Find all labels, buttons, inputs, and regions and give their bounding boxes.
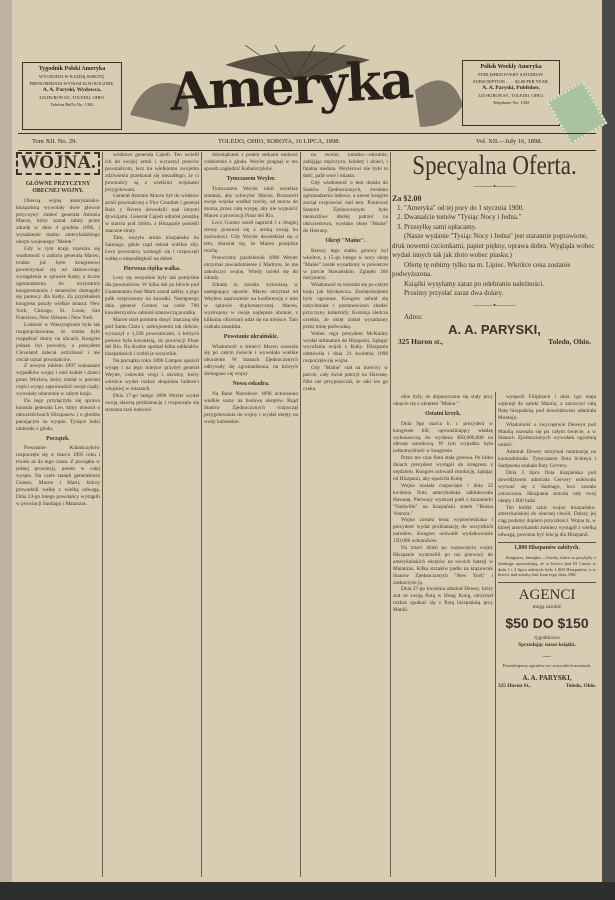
box-line: PUBLISHED EVERY SATURDAY.	[478, 72, 544, 77]
offer-item: 2. Dwanaście tomów "Tysiąc Nocy i Jedna."	[404, 213, 597, 223]
article-heading: GŁÓWNE PRZYCZYNY OBECNEJ WOJNY.	[25, 180, 91, 194]
street-address: 325 Huron st.,	[398, 337, 444, 346]
agents-title: AGENCI	[518, 587, 576, 604]
paragraph: Wobec tego prezydent McKinley wysłał ultimatum do Hiszpanii, żądając wycofania wojsk z Kuby. Hiszpania odmówiła i dnia 21 kwietnia 1898 rozpoczęła się wojna.	[303, 330, 388, 365]
box-title: Polish Weekly Ameryka	[480, 64, 542, 70]
paragraph: Przez ten czas flota stała gotowa. Po kilku dniach prezydent wystąpił do kongresu z orędziem. Kongres uchwalił rezolucję, żądając od Hiszpanii, aby opuściła Kubę.	[393, 455, 493, 482]
offer-title: Specyalna Oferta.	[412, 150, 577, 180]
box-title: Tygodnik Polski Ameryka	[38, 66, 106, 72]
volume-english: Vol. XII.—July 16, 1898.	[476, 138, 543, 145]
article-column-1	[16, 152, 100, 877]
agents-ad	[498, 582, 596, 689]
scan-border	[602, 0, 615, 900]
ad-line: Potrzebujemy agentów we wszystkich miastach.	[502, 662, 592, 668]
paragraph: Maceo stoił pomimo dosyć znaczną siłę pod Santa Clara i, uzbrojonemi tak dobrze, wyruszył z 1,500 powstańcami, z których połowa była kawalerią, do prowincji Pinar del Rio. Na drodze spotkał kilka oddziałów hiszpańskich i rozbił je wszystkie.	[105, 316, 199, 358]
section-heading: Okręt "Maine".	[325, 237, 366, 244]
ornament-divider: ⸻•⸻	[473, 182, 516, 191]
column-rule	[201, 152, 202, 877]
paragraph: Generał Antonio Maceo był do wódzów armii powstańczej z Flor Crombet i generał Ruiz y Rivera dowodzili nad innymi dywizjami. Generał Cajedi odniósł porażkę w starciu pod Jobito, a Hiszpanie ponieśli znaczne straty.	[105, 193, 199, 234]
column-rule	[495, 392, 496, 877]
paragraph: Dnia 9go marca b. r. prezydent w kongresie bill, upoważniający władzę wykonawczą do wydania $50,000,000 na obronę narodową. W tym wypadku była jednomyślność w kongresie.	[393, 420, 493, 455]
ad-line: Sprzedając nasze książki.	[518, 641, 576, 648]
offer-list	[392, 204, 597, 233]
masthead-title: Ameryka	[168, 49, 414, 124]
ad-line: tygodniowo	[534, 635, 560, 642]
article-column-4	[303, 152, 388, 877]
paragraph: Rzeszy tego statku gotowy był wkrótce, a 15-go lutego w nocy okręt "Maine" został wysadzony w powietrze w porcie Hawańskim. Zginęło 266 marynarzy.	[303, 247, 388, 282]
paragraph: Wojna została rozpoczęta i dnia 22 kwietnia flota amerykańska zablokowała Hawanę. Pierwszy wystrzał padł z kanonierki "Nashville" na hiszpański statek "Buena Ventura."	[393, 482, 493, 517]
masthead	[125, 45, 465, 130]
offer-price: Za $2.00	[392, 194, 422, 203]
paragraph: Prosimy przysłać zaraz dwa dolary.	[404, 289, 504, 297]
paragraph: wództwo generała Cajedi. Ten wcielił ich do swojej armii i wyruszył przeciw powstańcom, lecz ku wielkiemu swojemu zdziwieniu przekonał się niezadługo, że ci powstańcy są z wielkimi wojskami przygotowani.	[105, 152, 199, 193]
column-rule	[390, 152, 391, 877]
paragraph: Powstanie Kubańczyków rozpoczęło się w marcu 1895 roku i trwało aż do tego czasu. Z początku w jednej prowincji, potem w całej wyspie. Na czele stanęli generałowie Gomez, Maceo i Marti, którzy prowadzili walkę z wielką odwagą. Dnia 24-go lutego powstańcy wystąpili w prowincji Santiago i Matanzas.	[16, 445, 100, 507]
special-offer-ad	[392, 150, 597, 347]
paragraph: Z nowym rokiem 1897 wskazanie wypadków wojny i rzeź kobiet i dzieci przez Weylera, który zdołał w pewnej części wyspy zaprowadzić swoje rządy, wywołały oburzenie w całym kraju.	[16, 363, 100, 398]
scan-border-bottom	[0, 882, 615, 900]
box-line: 325 HURON ST., TOLEDO, OHIO.	[478, 93, 544, 98]
article-column-3	[204, 152, 298, 877]
paragraph: Kingston, Jamajka.—Osoby, które tu przybyły z Santiago opowiadają, że w bitwie pod El Caney w dniu 1 i 2 lipca zabitych było 1,800 Hiszpanów, a w bitwie nad zatoką San Juan tego dnia, 800.	[498, 554, 596, 578]
paragraph: na swoim rumaku—okrutnie, zabijając mężczyzn, kobiety i dzieci, i fatalna niedola. Weylerowi nie było to dość, palił wsie i miasta.	[303, 152, 388, 179]
paragraph: Losy się wszystkie były tak pomyślne dla powstańców. W kilka dni po bitwie pod Guantanamo José Marti został zabity, a jego pułk rozproszony na kawałki. Następnego dnia generał Gomez na czele 700 kawalerzystów odniósł stanowczą porażkę.	[105, 275, 199, 316]
box-line: Telephone No. 1302	[492, 100, 530, 105]
dateline	[18, 133, 596, 151]
article-column-2	[105, 152, 199, 877]
paragraph: Na Bane Narodowe 1896 uchwalono wielkie sumy na budowę okrętów. Rząd Stanów Zjednoczonych rozpoczął przygotowania do wojny i wysłał okręty na wody kubańskie.	[204, 391, 298, 425]
paragraph: Wiadomość ta rozeszła się po całym kraju jak błyskawica. Zaniepokojenie było ogromne. Kongres zebrał się natychmiast i postanowiono zbadać przyczyny katastrofy. Komisja śledcza orzekła, że okręt został wysadzony przez minę podwodną.	[303, 282, 388, 330]
paragraph: Obecną wojnę amerykańsko-hiszpańską wywołały dwie główne przyczyny: śmierć generała Antonia Maceo, który został zabity przez zdradę w dniu 4 grudnia 1896, i wysadzenie mainu amerykańskiego okrętu wojennego "Maine."	[16, 197, 100, 246]
box-line: Telefon Bell'a No. 1302	[50, 102, 94, 107]
city-address: Toledo, Ohio.	[565, 682, 596, 689]
paragraph: Na początku roku 1896 Campos opuścił wyspę i na jego miejsce przybył generał Weyler, człowiek srogi i okrutny, który wkrótce wydał rozkaz skupienia ludności wiejskiej w miastach.	[105, 358, 199, 392]
earnings-range: $50 DO $150	[505, 615, 589, 632]
paragraph: Na trzeci dzień po rozpoczęciu wojny Hiszpanie wystrzelili po raz pierwszy do amerykańskich okrętów na swoich baterji w Matanzas. Kilka strzałów padło na krążownik Stanów Zjednoczonych "New York" i zaskoczyło ją.	[393, 545, 493, 586]
paragraph: Ofertę tę robimy tylko na m. Lipiec. Wkrótce cena zostanie podwyższona.	[392, 260, 571, 278]
volume-number: Tom XII. No. 29.	[32, 138, 78, 145]
section-heading: 1,800 Hiszpanów zabitych.	[498, 542, 596, 552]
ornament-divider: —	[543, 650, 551, 660]
paragraph: Tymczasem Weyler robił wszelkie starania, aby schwytać Maceo. Rozstawił swoje wojska wzdłuż trochy, od morza do morza, przez całą wyspę, aby nie wypuścić Maceo z prowincji Pinar del Rio.	[204, 185, 298, 220]
paragraph: Wojna została teraz wypowiedziana i prezydent wydał proklamację do wszystkich narodów. Kongres uchwalił wydatkowanie 150,000 ochotników.	[393, 517, 493, 545]
section-heading: Ostatni krzyk.	[425, 410, 461, 417]
paragraph: Dnia 27-go kwietnia admirał Dewey, który stał ze swoją flotą w Hong Kong, otrzymał rozkaz spotkać się z flotą hiszpańską przy Manili.	[393, 586, 493, 614]
city-address: Toledo, Ohio.	[548, 337, 591, 346]
paragraph: Ludność w Waszyngtonie była tak rozgorączkowana, że trzeba było rozpędzać tłumy na ulicach. Kongres jednak był powolny, a prezydent Cleveland zalecał ostrożność i nie chciał uznać powstańców.	[16, 322, 100, 363]
paragraph: Tam, ruszyła armia hiszpańska ku Santiago, gdzie rząd zebrał wielkie siły. Lecz powstańcy wzmogli się i rozpoczęli walkę o niepodległość na dobre.	[105, 234, 199, 262]
paragraph: Przewrotny październik 1896 Weyler otrzymał zawiadomienie z Madrytu, że ma zakończyć wojnę. Wtedy uciekł się do zdrady.	[204, 254, 298, 282]
section-heading: Powstanie ukraińskie.	[223, 333, 279, 340]
box-line: WYCHODZI W KAŻDĄ SOBOTĘ.	[38, 74, 106, 79]
section-heading: Nowa eskadra.	[232, 381, 270, 388]
section-heading: Początek.	[46, 435, 70, 442]
section-heading: Pierwsza ciężka walka.	[123, 265, 181, 272]
box-line: 325 HURON ST., TOLEDO, OHIO.	[39, 95, 105, 100]
paragraph: Dnia 17-go lutego 1896 Weyler wydał swoją sławną proklamację i rozpoczęła się straszna rzeź ludności.	[105, 392, 199, 413]
street-address: 325 Huron St.,	[498, 682, 531, 689]
article-title: WOJNA.	[16, 152, 100, 175]
paragraph: Książki wysyłamy zaraz po odebraniu należności.	[404, 279, 544, 288]
paragraph: Admirał Dewey otrzymał nominację na kontradmirała. Tymczasem flota Schleya i Sampsona szukała floty Cervery.	[498, 449, 596, 470]
ad-line: mogą zarobić	[532, 604, 562, 611]
paragraph: wyspach Filipinach i dnia 1go maja wpłynął do zatoki Manila, a zniszczył całą flotę hiszpańską pod dowództwem admirała Montojo.	[498, 394, 596, 421]
paragraph: Gdy w tym kraju rozeszła się wiadomość o zabiciu generała Maceo, trudno już było kongresowi powstrzymać się od stanowczego wystąpienia w sprawie Kuby, a liczne zgromadzenia do wszystkich kongresmanów i senatorów domagały się pomocy dla Kuby. Za przykładem kongresu poszły wielkie miasta: New York, Chicago, St. Louis, San Francisco, New Orleans i New York.	[16, 246, 100, 322]
issue-date: TOLEDO, OHIO, SOBOTA, 16 LIPCA, 1898.	[218, 138, 341, 145]
paragraph: obie były, że dopuszczone się stały przy okręcie się z okrętem "Maine."	[393, 394, 493, 407]
paragraph: Wiadomość o zwycięstwie Deweya pod Manilą rozeszła się po całym świecie, a w Stanach Zjednoczonych wywołała ogromną radość.	[498, 421, 596, 449]
paragraph: Ten krótki szkic wojny hiszpańsko-amerykańskiej do obecnej chwili. Dalszy jej ciąg podamy dopiero przyszłości. Wojna ta, w której amerykański żołnierz wystąpił z wielką odwagą, powinna być lekcją dla Hiszpanii.	[498, 504, 596, 539]
box-line: SUBSCRIPTION . . . . $2.00 PER YEAR.	[473, 79, 549, 84]
offer-item: 3. Przesyłkę sami opłacamy.	[404, 223, 597, 233]
paragraph: Gdy wiadomość o tem doszła do Stanów Zjednoczonych, zwołano zgromadzenia ludowe, a nawet kongres zaczął rozprawiać nad tem. Ponieważ Stanom Zjednoczonym było niemożliwe dłużej patrzeć na okrucieństwa, wysłano okręt "Maine" do Hawany.	[303, 179, 388, 234]
box-line: PRENUMERATA WYNOSI $2.00 ROCZNIE.	[29, 81, 115, 86]
ornament-divider: ⸻•⸻	[473, 300, 516, 310]
left-info-box	[22, 62, 122, 130]
section-heading: Tymczasem Weyler.	[226, 175, 276, 182]
box-line: A. A. Paryski, Wydawca,	[42, 87, 102, 93]
address-label: Adres:	[404, 312, 423, 321]
paragraph: Wiadomość o śmierci Maceo rozeszła się po całym świecie i wywołała wielkie oburzenie. W Stanach Zjednoczonych odbywały się zgromadzenia, na których domagano się wojny.	[204, 343, 298, 378]
paragraph: Zdrada ta została wykonaną w następujący sposób: Maceo otrzymał od Weylera zaproszenie na konferencję z nim w sprawie dyplomatycznej. Maceo, wystrojony w swoje najlepsze ubranie, z kilkoma oficerami udał się na miejsce. Tam czekała zasadzka.	[204, 282, 298, 330]
paragraph: (Nasze wydanie "Tysiąc Nocy i Jedna" jest starannie poprawione, druk nowemi czcionkami, papier piękny, oprawa dobra. Wygląda wobec wydań innych tak jak złoto wobec piasku.)	[392, 232, 595, 259]
publisher-name: A. A. PARYSKI,	[448, 322, 541, 337]
paragraph: dziesiątkami z potem setkami umierać codziennie z głodu. Weyler pragnął w ten sposób zagłodzić Kubańczyków.	[204, 152, 298, 172]
article-column-5	[393, 394, 493, 877]
paragraph: Lecz Gomez szedł naprzód i z drugiej strony posuwał się z armią swoją ku zachodowi. Gdy Weyler dowiedział się o tem, obawiał się, że Maceo przejdzie trochę.	[204, 220, 298, 254]
right-info-box	[462, 60, 560, 126]
column-rule	[300, 152, 301, 877]
column-rule	[102, 152, 103, 877]
paragraph: Do tego przyłączyła się sprawa konsula generała Lee, który donosił o okrucieństwach Hiszpanów i o głodzie panującym na wyspie. Tysiące ludzi umierało z głodu.	[16, 398, 100, 432]
article-column-6	[498, 394, 596, 877]
paragraph: Gdy "Maine" stał na kotwicy w porcie, cały świat patrzył na Hawanę. Nikt nie przypuszczał, że taki los go czeka.	[303, 365, 388, 392]
paragraph: Dnia 3 lipca flota hiszpańska pod dowództwem admirała Cervery usiłowała wyrwać się z Santiago, lecz została zniszczona. Hiszpania straciła cały swój okręty i 600 ludzi.	[498, 469, 596, 504]
box-line: A. A. Paryski, Publisher,	[482, 85, 540, 91]
offer-item: 1. "Ameryka" od tej pory do 1 stycznia 1900.	[404, 204, 597, 214]
publisher-name: A. A. PARYSKI,	[522, 673, 572, 682]
